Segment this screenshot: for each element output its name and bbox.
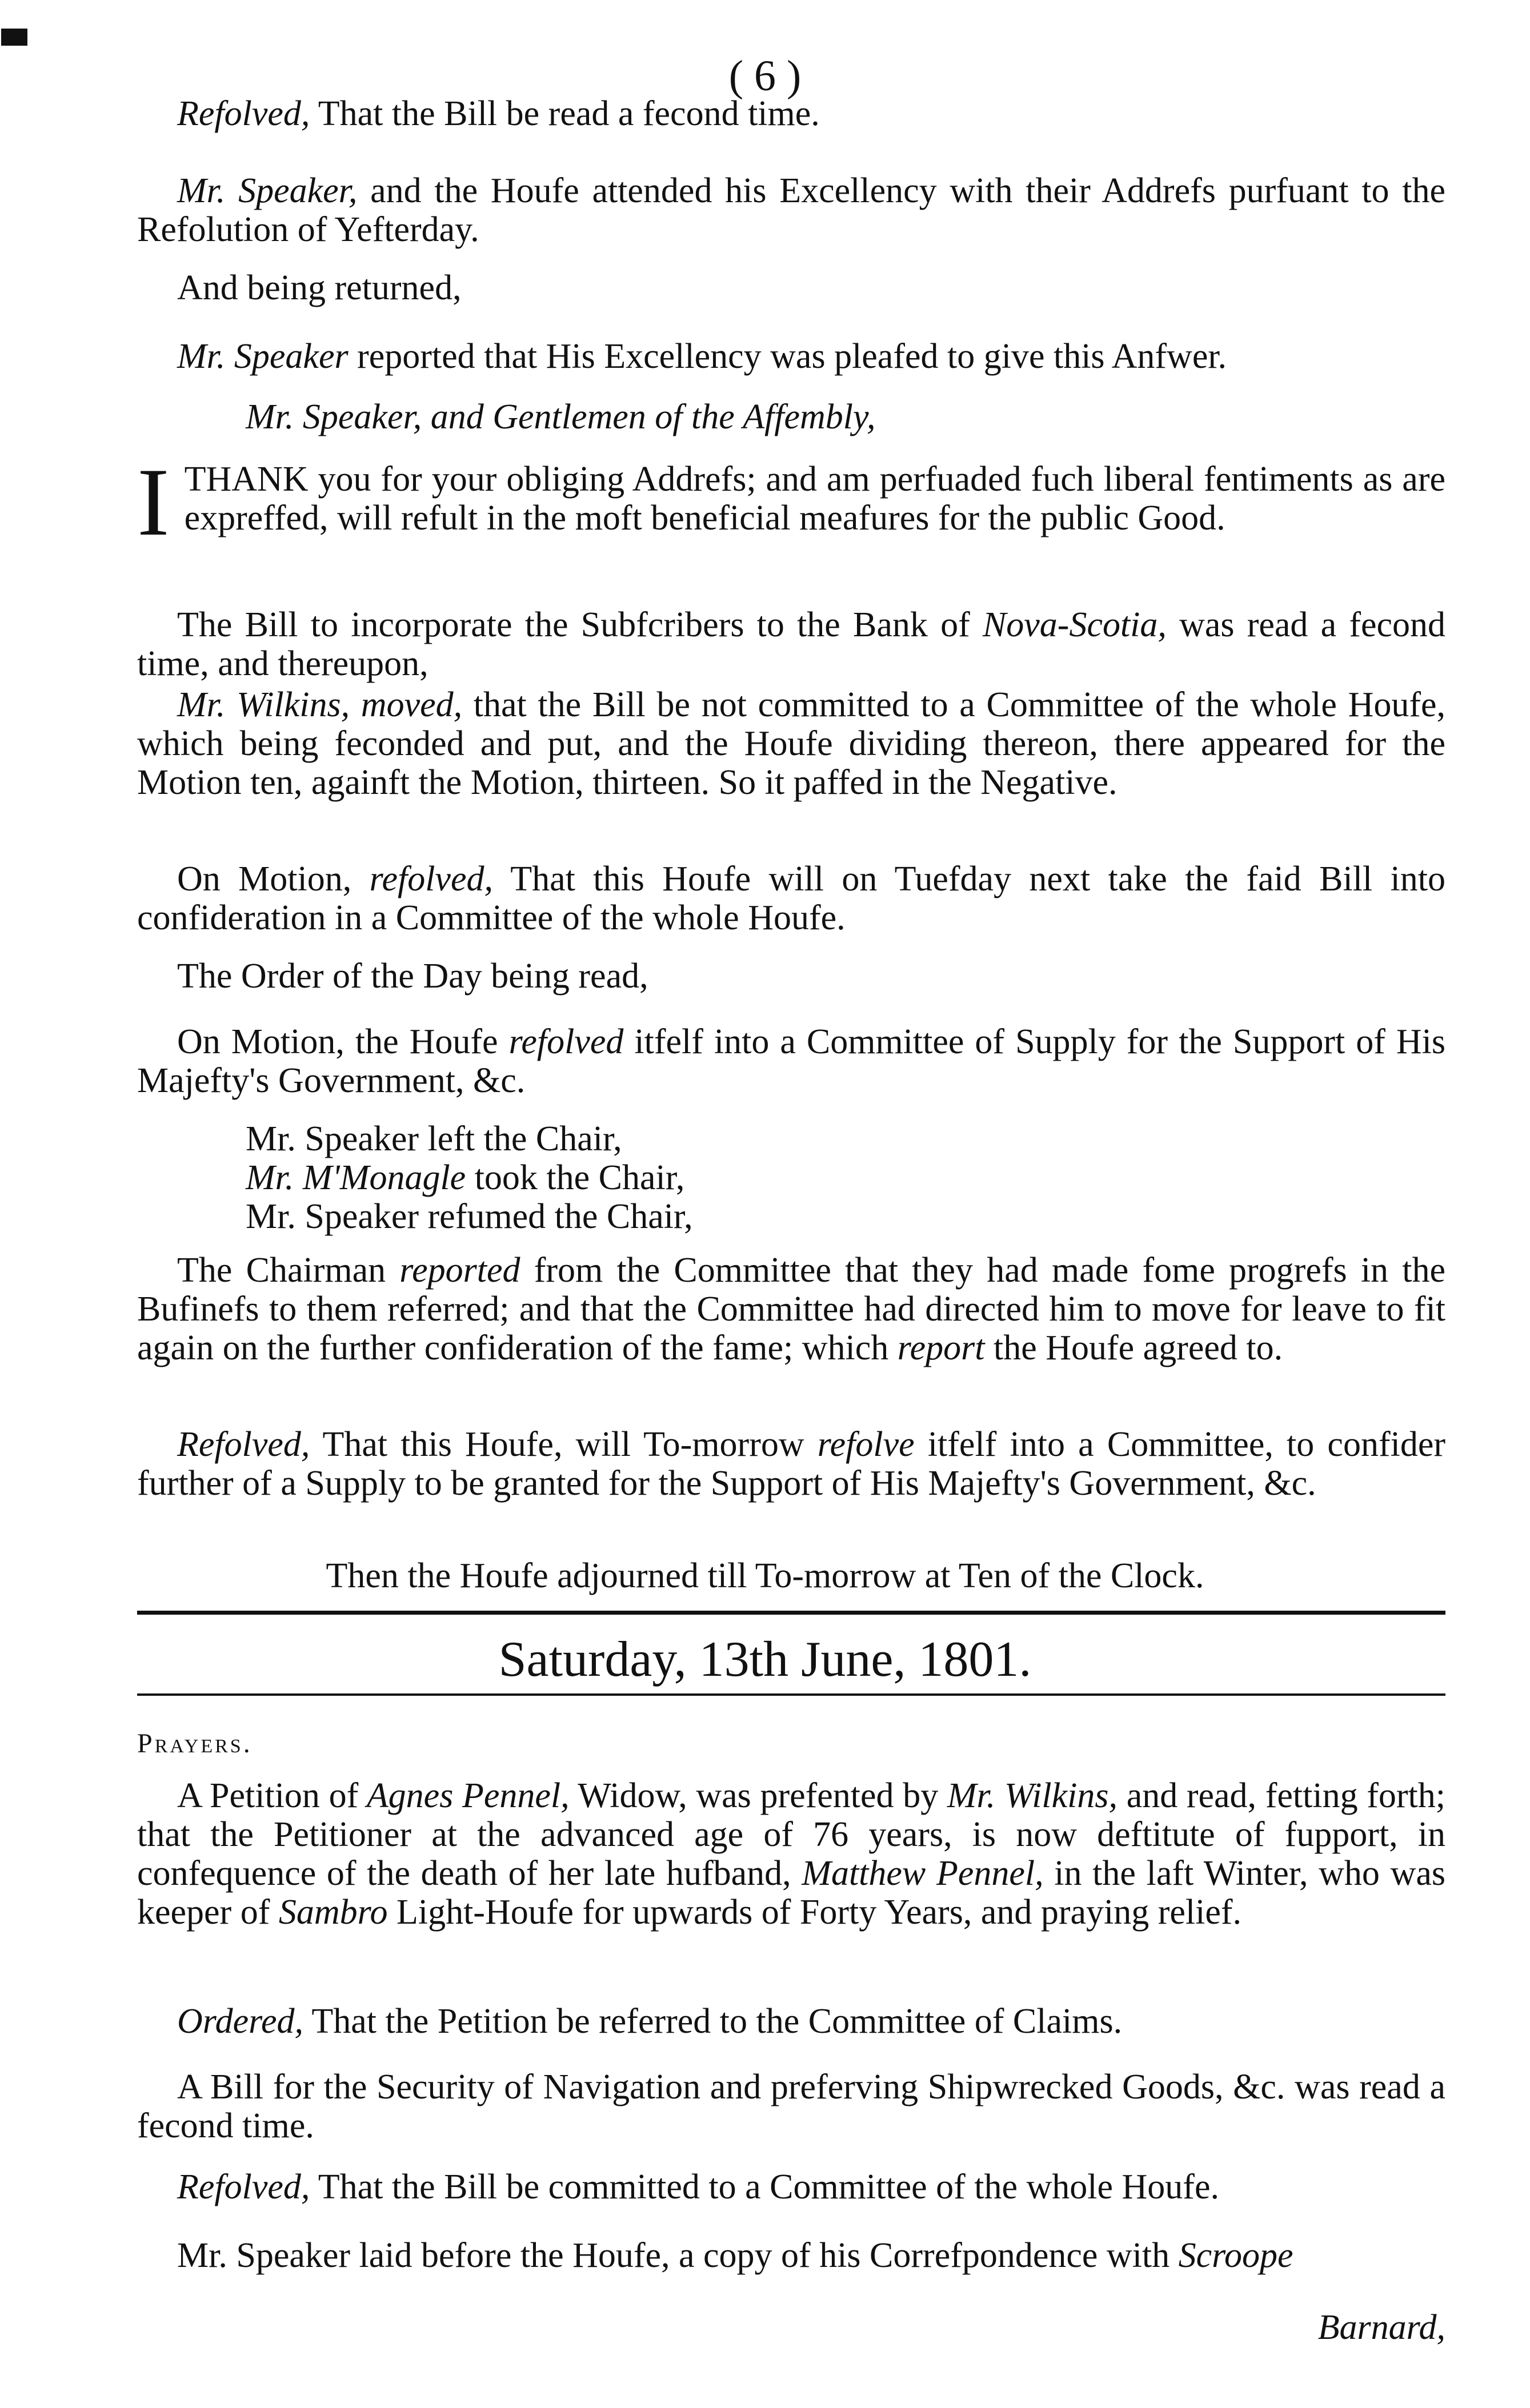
paragraph-supply: [137, 1022, 1445, 1100]
paragraph-text: itfelf into a Committee, to confider further of a Supply to be granted for the Support of His Majefty's Government, &c.: [137, 1425, 1445, 1503]
catchword: Barnard,: [1317, 2308, 1445, 2347]
chair-line: [246, 1197, 693, 1236]
paragraph-wilkins-motion: [137, 685, 1445, 802]
paragraph-text: The Order of the Day being read,: [177, 957, 648, 996]
motion-verb: moved,: [350, 685, 463, 724]
prayers-heading: Prayers.: [137, 1728, 253, 1759]
paragraph-text: that the Bill be not committed to a Committee of the whole Houfe, which being feconded and put, and the Houfe dividing thereon, there appeared for the Motion ten, againft the Motion, thirteen. So it paffed in the Negative.: [137, 685, 1446, 802]
paragraph-text: And being returned,: [177, 268, 462, 307]
place-name: Sambro: [270, 1893, 388, 1932]
page-number: ( 6 ): [728, 52, 802, 100]
person-name: Scroope: [1169, 2236, 1293, 2275]
paragraph-navigation-bill: [137, 2068, 1445, 2145]
paragraph-text: On Motion,: [177, 860, 352, 898]
paragraph-text: Mr. Speaker laid before the Houfe, a copy of his Correfpondence with: [177, 2236, 1170, 2275]
paragraph-text: That this Houfe, will To-morrow: [310, 1425, 804, 1464]
paragraph-text: Widow, was prefented by: [569, 1776, 939, 1815]
paragraph-text: Light-Houfe for upwards of Forty Years, and praying relief.: [387, 1893, 1242, 1932]
paragraph-text: A Bill for the Security of Navigation and preferving Shipwrecked Goods, &c. was read a fecond time.: [137, 2068, 1445, 2145]
person-name: Mr. Wilkins,: [177, 685, 350, 724]
drop-cap: I: [137, 448, 170, 556]
person-name: Matthew Pennel,: [791, 1854, 1044, 1893]
paragraph-text: The Bill to incorporate the Subfcribers to the Bank of: [177, 605, 983, 644]
paragraph-returned: [137, 268, 1445, 307]
paragraph-answer-intro: [137, 337, 1445, 376]
paragraph-text: was read a fecond time, and thereupon,: [137, 605, 1445, 683]
date-heading: Saturday, 13th June, 1801.: [498, 1632, 1032, 1687]
paragraph-petition: [137, 1776, 1445, 1932]
paragraph-text: in the laft Winter, who was keeper of: [137, 1854, 1445, 1932]
motion-verb: refolved: [498, 1022, 624, 1061]
paragraph-text: itfelf into a Committee of Supply for the Support of His Majefty's Government, &c.: [137, 1022, 1445, 1100]
excellency-answer: [137, 448, 1445, 556]
paragraph-text: That the Petition be referred to the Committee of Claims.: [303, 2002, 1123, 2041]
paragraph-tomorrow: [137, 1425, 1445, 1503]
salutation: Mr. Speaker, and Gentlemen of the Affembly,: [246, 398, 876, 436]
person-name: Mr. Wilkins,: [938, 1776, 1118, 1815]
person-name: Agnes Pennel,: [358, 1776, 570, 1815]
motion-verb: report: [888, 1329, 985, 1367]
paragraph-text: and read, fetting forth; that the Petitioner at the advanced age of 76 years, is now deftitute of fupport, in confequence of the death of her late hufband,: [137, 1776, 1445, 1893]
paragraph-text: The Chairman: [177, 1251, 386, 1290]
lead-speaker: Mr. Speaker: [177, 337, 349, 376]
paragraph-text: That the Bill be committed to a Committee of the whole Houfe.: [310, 2168, 1219, 2206]
paragraph-text: On Motion, the Houfe: [177, 1022, 498, 1061]
lead-resolved: Refolved,: [177, 2168, 310, 2206]
chair-list: [246, 1119, 693, 1236]
paragraph-text: from the Committee that they had made fome progrefs in the Bufinefs to them referred; and that the Committee had directed him to move for leave to fit again on the further confideration of the fame; which: [137, 1251, 1446, 1367]
paragraph-order-of-day: [137, 957, 1445, 996]
motion-verb: reported: [386, 1251, 520, 1290]
chair-line-text: took the Chair,: [466, 1158, 685, 1197]
rule-top: [137, 1611, 1445, 1615]
motion-verb: refolved,: [351, 860, 493, 898]
lead-speaker: Mr. Speaker,: [177, 171, 358, 210]
chair-line-text: Mr. Speaker left the Chair,: [246, 1119, 622, 1158]
paragraph-second-reading: [137, 94, 1445, 133]
paragraph-text: the Houfe agreed to.: [984, 1329, 1283, 1367]
chair-line: [246, 1158, 693, 1197]
paragraph-chairman-report: [137, 1251, 1445, 1367]
paragraph-ordered: [137, 2002, 1445, 2041]
place-name: Nova-Scotia,: [982, 605, 1167, 644]
paragraph-correspondence: [137, 2236, 1445, 2275]
paragraph-tuesday: [137, 860, 1445, 937]
lead-resolved: Refolved,: [177, 94, 310, 133]
paragraph-text: A Petition of: [177, 1776, 359, 1815]
paragraph-text: reported that His Excellency was pleafed to give this Anfwer.: [348, 337, 1227, 376]
rule-bottom: [137, 1693, 1445, 1696]
paragraph-text: That this Houfe will on Tuefday next take the faid Bill into confideration in a Committee of the whole Houfe.: [137, 860, 1445, 937]
chair-line-text: Mr. Speaker refumed the Chair,: [246, 1197, 693, 1236]
lead-ordered: Ordered,: [177, 2002, 303, 2041]
paragraph-text: and the Houfe attended his Excellency with their Addrefs purfuant to the Refolution of Yefterday.: [137, 171, 1445, 249]
motion-verb: refolve: [804, 1425, 915, 1464]
paragraph-committed: [137, 2168, 1445, 2206]
answer-text: THANK you for your obliging Addrefs; and am perfuaded fuch liberal fentiments as are expreffed, will refult in the moft beneficial meafures for the public Good.: [184, 460, 1445, 537]
paragraph-bank-bill: [137, 605, 1445, 683]
paragraph-address: [137, 171, 1445, 249]
adjournment-line: Then the Houfe adjourned till To-morrow at Ten of the Clock.: [326, 1556, 1204, 1595]
chair-line: [246, 1119, 693, 1158]
corner-ink-mark: [1, 29, 27, 46]
lead-resolved: Refolved,: [177, 1425, 310, 1464]
paragraph-text: That the Bill be read a fecond time.: [310, 94, 820, 133]
person-name: Mr. M'Monagle: [246, 1158, 466, 1197]
